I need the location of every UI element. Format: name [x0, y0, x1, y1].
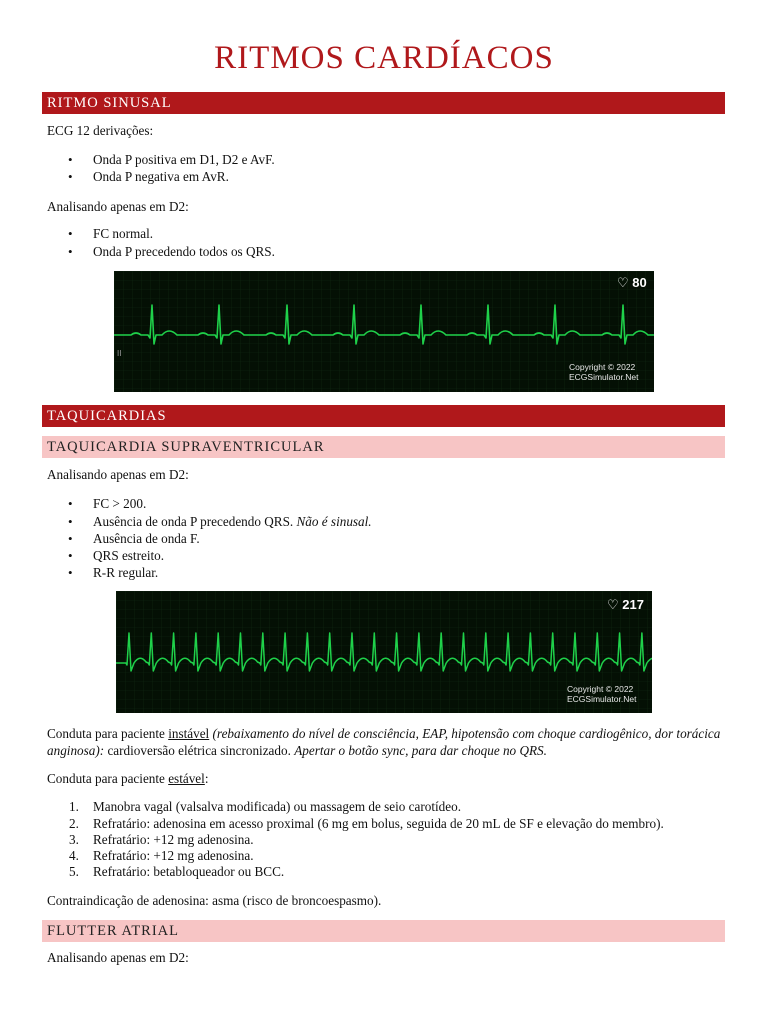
- paragraph-d2-flutter: Analisando apenas em D2:: [47, 950, 189, 965]
- list-number: 3.: [69, 832, 79, 847]
- bullet-icon: •: [68, 496, 73, 511]
- copyright-text: Copyright © 2022 ECGSimulator.Net: [569, 362, 639, 382]
- list-item: Manobra vagal (valsalva modificada) ou massagem de seio carotídeo.: [93, 799, 462, 814]
- list-item: Refratário: +12 mg adenosina.: [93, 848, 254, 863]
- list-item: FC > 200.: [93, 496, 147, 511]
- list-item: FC normal.: [93, 226, 154, 241]
- list-item: QRS estreito.: [93, 548, 165, 563]
- paragraph-conduta-estavel: Conduta para paciente estável:: [47, 771, 209, 786]
- list-number: 4.: [69, 848, 79, 863]
- bullet-icon: •: [68, 565, 73, 580]
- paragraph-ecg-12: ECG 12 derivações:: [47, 123, 154, 138]
- bullet-icon: •: [68, 244, 73, 259]
- list-number: 5.: [69, 864, 79, 879]
- list-item: Refratário: adenosina em acesso proximal (6 mg em bolus, seguida de 20 mL de SF e elevação do membro).: [93, 816, 664, 831]
- list-item: Onda P precedendo todos os QRS.: [93, 244, 275, 259]
- bullet-icon: •: [68, 169, 73, 184]
- list-item: Ausência de onda F.: [93, 531, 200, 546]
- copyright-text: Copyright © 2022 ECGSimulator.Net: [567, 684, 637, 704]
- list-item: Refratário: betabloqueador ou BCC.: [93, 864, 285, 879]
- heart-icon: ♡: [607, 597, 619, 612]
- bullet-icon: •: [68, 226, 73, 241]
- section-header-ritmo-sinusal: RITMO SINUSAL: [42, 92, 725, 114]
- ecg-strip-svt: [116, 591, 652, 713]
- bullet-icon: •: [68, 548, 73, 563]
- list-number: 1.: [69, 799, 79, 814]
- paragraph-conduta-instavel: Conduta para paciente instável (rebaixamento do nível de consciência, EAP, hipotensão com choque cardiogênico, dor torácica anginosa): cardioversão elétrica sincronizado. Apertar o botão sync, para dar choque no QRS.: [47, 726, 721, 758]
- heart-rate-value: 217: [622, 597, 644, 612]
- bullet-icon: •: [68, 514, 73, 529]
- subsection-header-flutter: FLUTTER ATRIAL: [42, 920, 725, 942]
- subsection-header-svt: TAQUICARDIA SUPRAVENTRICULAR: [42, 436, 725, 458]
- paragraph-contraindicacao: Contraindicação de adenosina: asma (risco de broncoespasmo).: [47, 893, 382, 908]
- list-number: 2.: [69, 816, 79, 831]
- list-item: Ausência de onda P precedendo QRS. Não é sinusal.: [93, 514, 372, 529]
- page-title: RITMOS CARDÍACOS: [214, 40, 554, 76]
- list-item: Refratário: +12 mg adenosina.: [93, 832, 254, 847]
- heart-icon: ♡: [617, 275, 629, 290]
- section-header-taquicardias: TAQUICARDIAS: [42, 405, 725, 427]
- bullet-icon: •: [68, 531, 73, 546]
- bullet-icon: •: [68, 152, 73, 167]
- paragraph-d2: Analisando apenas em D2:: [47, 199, 189, 214]
- heart-rate-value: 80: [632, 275, 647, 290]
- list-item: R-R regular.: [93, 565, 159, 580]
- lead-label: II: [117, 349, 122, 358]
- list-item: Onda P negativa em AvR.: [93, 169, 229, 184]
- list-item: Onda P positiva em D1, D2 e AvF.: [93, 152, 275, 167]
- ecg-strip-sinusal: [114, 271, 654, 392]
- paragraph-d2-svt: Analisando apenas em D2:: [47, 467, 189, 482]
